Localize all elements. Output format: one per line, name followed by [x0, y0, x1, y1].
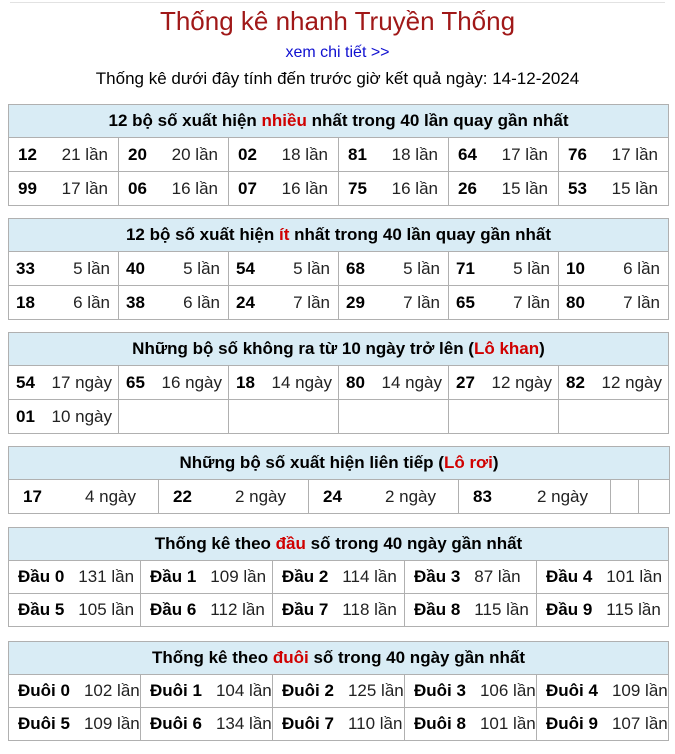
- count-value: 5 lần: [513, 258, 550, 278]
- list-item: [339, 400, 449, 434]
- most-frequent-header: 12 bộ số xuất hiện nhiều nhất trong 40 lần quay gần nhất: [9, 105, 669, 138]
- list-item: [339, 172, 449, 206]
- list-item: [119, 172, 229, 206]
- empty-cell: [639, 480, 670, 514]
- list-item: [273, 594, 405, 627]
- count-value: 114 lần: [342, 567, 397, 586]
- list-item: [405, 708, 537, 741]
- count-value: 105 lần: [78, 600, 135, 619]
- list-item: [141, 561, 273, 594]
- number-label: 64: [458, 144, 477, 164]
- count-value: 16 ngày: [161, 372, 222, 392]
- list-item: [141, 675, 273, 708]
- count-value: 109 lần: [611, 681, 668, 700]
- count-value: 134 lần: [215, 714, 272, 733]
- list-item: [229, 366, 339, 400]
- count-value: 15 lần: [501, 178, 548, 198]
- list-item: [339, 138, 449, 172]
- list-item: [537, 675, 669, 708]
- number-label: 71: [456, 258, 475, 278]
- number-label: Đuôi 8: [414, 714, 466, 733]
- list-item: [9, 400, 119, 434]
- number-label: Đuôi 5: [18, 714, 70, 733]
- number-label: Đuôi 3: [414, 681, 466, 700]
- number-label: Đuôi 7: [282, 714, 334, 733]
- number-label: 18: [16, 292, 35, 312]
- list-item: [559, 252, 669, 286]
- count-value: 18 lần: [281, 144, 328, 164]
- list-item: [9, 286, 119, 320]
- list-item: [9, 366, 119, 400]
- count-value: 115 lần: [606, 600, 661, 619]
- duoi-header: Thống kê theo đuôi số trong 40 ngày gần nhất: [9, 642, 669, 675]
- most-frequent-table: [8, 104, 669, 206]
- list-item: [9, 172, 119, 206]
- count-value: 16 lần: [391, 178, 438, 198]
- list-item: [537, 708, 669, 741]
- count-value: 106 lần: [479, 681, 536, 700]
- number-label: Đầu 9: [546, 600, 593, 619]
- count-value: 17 lần: [611, 144, 658, 164]
- list-item: [119, 138, 229, 172]
- count-value: 7 lần: [403, 292, 440, 312]
- list-item: [559, 138, 669, 172]
- list-item: [229, 252, 339, 286]
- number-label: Đầu 2: [282, 567, 329, 586]
- number-label: Đầu 1: [150, 567, 197, 586]
- count-value: 107 lần: [611, 714, 668, 733]
- number-label: 82: [566, 372, 585, 392]
- duoi-table: [8, 641, 669, 741]
- number-label: Đầu 0: [18, 567, 65, 586]
- count-value: 15 lần: [611, 178, 658, 198]
- number-label: 99: [18, 178, 37, 198]
- count-value: 104 lần: [215, 681, 272, 700]
- list-item: [9, 138, 119, 172]
- list-item: [229, 138, 339, 172]
- list-item: 24 2 ngày: [309, 480, 459, 514]
- number-label: 80: [346, 372, 365, 392]
- list-item: [229, 400, 339, 434]
- number-label: 75: [348, 178, 367, 198]
- list-item: [537, 561, 669, 594]
- page-title: Thống kê nhanh Truyền Thống: [159, 6, 516, 36]
- count-value: 101 lần: [479, 714, 536, 733]
- dau-header: Thống kê theo đầu số trong 40 ngày gần nhất: [9, 528, 669, 561]
- number-label: Đầu 3: [414, 567, 461, 586]
- count-value: 17 lần: [61, 178, 108, 198]
- count-value: 18 lần: [391, 144, 438, 164]
- list-item: [119, 286, 229, 320]
- number-label: 65: [456, 292, 475, 312]
- number-label: 68: [346, 258, 365, 278]
- list-item: [229, 172, 339, 206]
- list-item: [449, 252, 559, 286]
- number-label: 80: [566, 292, 585, 312]
- number-label: 54: [236, 258, 255, 278]
- number-label: 18: [236, 372, 255, 392]
- list-item: [405, 675, 537, 708]
- empty-cell: [611, 480, 639, 514]
- number-label: 24: [236, 292, 255, 312]
- table-row: [9, 561, 669, 594]
- list-item: [405, 561, 537, 594]
- number-label: Đầu 8: [414, 600, 461, 619]
- list-item: [273, 675, 405, 708]
- list-item: 17 4 ngày: [9, 480, 159, 514]
- list-item: [339, 286, 449, 320]
- count-value: 5 lần: [73, 258, 110, 278]
- number-label: Đuôi 2: [282, 681, 334, 700]
- count-value: 109 lần: [83, 714, 140, 733]
- list-item: [449, 138, 559, 172]
- number-label: Đầu 5: [18, 600, 65, 619]
- number-label: Đầu 7: [282, 600, 329, 619]
- number-label: 12: [18, 144, 37, 164]
- list-item: [9, 708, 141, 741]
- list-item: [559, 172, 669, 206]
- list-item: [449, 366, 559, 400]
- number-label: Đầu 6: [150, 600, 197, 619]
- count-value: 6 lần: [73, 292, 110, 312]
- number-label: 53: [568, 178, 587, 198]
- table-row: [9, 675, 669, 708]
- count-value: 110 lần: [347, 714, 403, 733]
- list-item: [449, 286, 559, 320]
- least-frequent-header: 12 bộ số xuất hiện ít nhất trong 40 lần quay gần nhất: [9, 219, 669, 252]
- list-item: 83 2 ngày: [459, 480, 611, 514]
- number-label: 01: [16, 406, 35, 426]
- lo-roi-header: Những bộ số xuất hiện liên tiếp (Lô rơi): [9, 447, 670, 480]
- number-label: 02: [238, 144, 257, 164]
- count-value: 112 lần: [210, 600, 265, 619]
- count-value: 12 ngày: [601, 372, 662, 392]
- count-value: 5 lần: [403, 258, 440, 278]
- count-value: 7 lần: [293, 292, 330, 312]
- list-item: [119, 366, 229, 400]
- number-label: 33: [16, 258, 35, 278]
- count-value: 5 lần: [293, 258, 330, 278]
- list-item: [449, 172, 559, 206]
- page-subtitle: Thống kê dưới đây tính đến trước giờ kết quả ngày: 14-12-2024: [95, 69, 580, 88]
- table-row: [9, 172, 669, 206]
- list-item: [339, 252, 449, 286]
- count-value: 17 lần: [501, 144, 548, 164]
- count-value: 20 lần: [171, 144, 218, 164]
- count-value: 6 lần: [623, 258, 660, 278]
- detail-link[interactable]: xem chi tiết >>: [285, 44, 390, 61]
- lo-khan-table: [8, 332, 669, 434]
- count-value: 14 ngày: [381, 372, 442, 392]
- count-value: 125 lần: [347, 681, 404, 700]
- number-label: 10: [566, 258, 585, 278]
- table-row: [9, 138, 669, 172]
- count-value: 17 ngày: [51, 372, 112, 392]
- top-divider: [10, 2, 665, 3]
- list-item: [405, 594, 537, 627]
- lo-roi-table: [8, 446, 670, 514]
- count-value: 118 lần: [342, 600, 397, 619]
- list-item: [537, 594, 669, 627]
- count-value: 7 lần: [513, 292, 550, 312]
- dau-table: [8, 527, 669, 627]
- table-row: [9, 366, 669, 400]
- number-label: Đuôi 6: [150, 714, 202, 733]
- count-value: 102 lần: [83, 681, 140, 700]
- table-row: [9, 400, 669, 434]
- count-value: 109 lần: [210, 567, 267, 586]
- number-label: 54: [16, 372, 35, 392]
- list-item: [9, 594, 141, 627]
- list-item: [229, 286, 339, 320]
- count-value: 16 lần: [281, 178, 328, 198]
- number-label: Đầu 4: [546, 567, 593, 586]
- list-item: [9, 252, 119, 286]
- list-item: [273, 561, 405, 594]
- count-value: 14 ngày: [271, 372, 332, 392]
- number-label: 20: [128, 144, 147, 164]
- table-row: [9, 594, 669, 627]
- count-value: 115 lần: [474, 600, 529, 619]
- list-item: [119, 252, 229, 286]
- list-item: [339, 366, 449, 400]
- number-label: 27: [456, 372, 475, 392]
- count-value: 87 lần: [474, 567, 521, 586]
- list-item: [559, 286, 669, 320]
- table-row: [9, 708, 669, 741]
- count-value: 12 ngày: [491, 372, 552, 392]
- least-frequent-table: [8, 218, 669, 320]
- number-label: Đuôi 1: [150, 681, 202, 700]
- number-label: Đuôi 0: [18, 681, 70, 700]
- number-label: 65: [126, 372, 145, 392]
- count-value: 10 ngày: [51, 406, 112, 426]
- list-item: [141, 708, 273, 741]
- number-label: 81: [348, 144, 367, 164]
- table-row: [9, 252, 669, 286]
- table-row: [9, 286, 669, 320]
- count-value: 16 lần: [171, 178, 218, 198]
- list-item: [449, 400, 559, 434]
- list-item: [9, 675, 141, 708]
- number-label: 07: [238, 178, 257, 198]
- number-label: 40: [126, 258, 145, 278]
- list-item: [141, 594, 273, 627]
- number-label: 26: [458, 178, 477, 198]
- number-label: 38: [126, 292, 145, 312]
- count-value: 7 lần: [623, 292, 660, 312]
- count-value: 21 lần: [61, 144, 108, 164]
- count-value: 101 lần: [606, 567, 663, 586]
- list-item: [559, 366, 669, 400]
- list-item: [273, 708, 405, 741]
- count-value: 131 lần: [78, 567, 135, 586]
- count-value: 5 lần: [183, 258, 220, 278]
- number-label: Đuôi 4: [546, 681, 598, 700]
- count-value: 6 lần: [183, 292, 220, 312]
- list-item: [559, 400, 669, 434]
- list-item: [9, 561, 141, 594]
- number-label: 29: [346, 292, 365, 312]
- list-item: [119, 400, 229, 434]
- lo-khan-header: Những bộ số không ra từ 10 ngày trở lên (Lô khan): [9, 333, 669, 366]
- list-item: 22 2 ngày: [159, 480, 309, 514]
- number-label: 06: [128, 178, 147, 198]
- table-row: [9, 480, 670, 514]
- number-label: 76: [568, 144, 587, 164]
- number-label: Đuôi 9: [546, 714, 598, 733]
